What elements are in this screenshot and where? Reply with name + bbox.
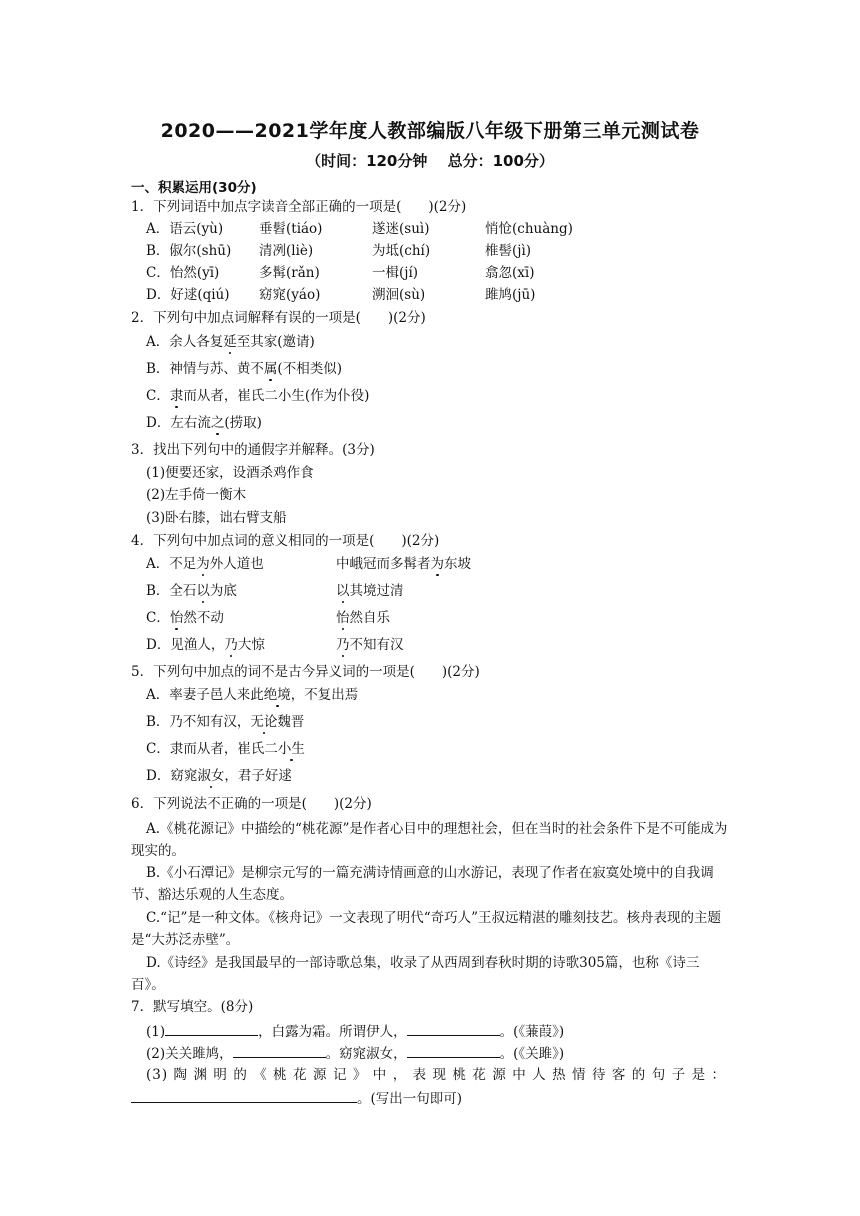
text: B．乃不知有汉， bbox=[146, 714, 251, 730]
question-3-item-1: (1)便要还家，设酒杀鸡作食 bbox=[146, 465, 314, 481]
option-word: 翕忽(xī) bbox=[485, 265, 535, 281]
question-6-option-d: D.《诗经》是我国最早的一部诗歌总集，收录了从西周到春秋时期的诗歌305篇，也称《诗三百》。 bbox=[131, 955, 700, 993]
question-2-stem: 2．下列句中加点词解释有误的一项是( )(2分) bbox=[131, 310, 426, 326]
text: (2)关关雎鸠， bbox=[146, 1046, 233, 1062]
question-1-stem: 1．下列词语中加点字读音全部正确的一项是( )(2分) bbox=[131, 199, 467, 215]
text: A．余人各复 bbox=[146, 334, 224, 350]
question-2-option-d bbox=[146, 414, 262, 432]
question-7-line-3-answer bbox=[131, 1088, 462, 1108]
question-2-option-a bbox=[146, 333, 315, 351]
text: 。窈窕淑女， bbox=[325, 1046, 407, 1062]
text: C．隶而从者，崔氏二 bbox=[146, 741, 278, 757]
text: ，白露为霜。所谓伊人， bbox=[258, 1024, 407, 1040]
dotted-word: 以 bbox=[336, 583, 350, 599]
question-5-option-c bbox=[146, 740, 305, 758]
text: (不相类似) bbox=[277, 361, 342, 377]
answer-blank[interactable] bbox=[165, 1021, 258, 1036]
text: B．全石 bbox=[146, 583, 197, 599]
text: 大惊 bbox=[237, 637, 265, 653]
dotted-word: 为 bbox=[196, 556, 210, 572]
text: ，不复出焉 bbox=[290, 687, 359, 703]
text: D．窈窕 bbox=[146, 768, 198, 784]
answer-blank[interactable] bbox=[233, 1043, 326, 1058]
option-word: 雎鸠(jū) bbox=[485, 287, 536, 303]
question-2-option-c bbox=[146, 387, 369, 405]
question-7-line-1 bbox=[146, 1021, 564, 1041]
dotted-word: 之 bbox=[210, 415, 225, 431]
option-word: C．怡然(yī) bbox=[146, 265, 220, 281]
question-1-option-d bbox=[146, 286, 535, 304]
option-word: A．语云(yù) bbox=[146, 221, 224, 237]
dotted-word: 为 bbox=[430, 556, 444, 572]
dotted-word: 无论 bbox=[250, 714, 278, 730]
dotted-word: 属 bbox=[263, 361, 278, 377]
dotted-word: 隶 bbox=[169, 388, 184, 404]
question-6-option-b: B.《小石潭记》是柳宗元写的一篇充满诗情画意的山水游记，表现了作者在寂寞处境中的自我调节、豁达乐观的人生态度。 bbox=[131, 865, 714, 903]
question-1-option-b bbox=[146, 242, 531, 260]
dotted-word: 以 bbox=[196, 583, 210, 599]
question-5-stem: 5．下列句中加点的词不是古今异义词的一项是( )(2分) bbox=[131, 664, 480, 680]
option-word: 悄怆(chuàng) bbox=[485, 221, 573, 237]
dotted-word: 延 bbox=[223, 334, 237, 350]
answer-blank[interactable] bbox=[131, 1088, 357, 1103]
question-4-stem: 4．下列句中加点词的意义相同的一项是( )(2分) bbox=[131, 533, 440, 549]
dotted-word: 怡 bbox=[169, 610, 184, 626]
page-title: 2020——2021学年度人教部编版八年级下册第三单元测试卷 bbox=[160, 120, 700, 142]
dotted-word: 绝境 bbox=[263, 687, 291, 703]
option-word: B．俶尔(shū) bbox=[146, 243, 232, 259]
text: 然自乐 bbox=[349, 610, 390, 626]
question-6-stem: 6．下列说法不正确的一项是( )(2分) bbox=[131, 796, 372, 812]
question-5-option-b bbox=[146, 713, 304, 731]
option-word: D．好逑(qiú) bbox=[146, 287, 230, 303]
text: 不知有汉 bbox=[349, 637, 404, 653]
question-6-option-c: C.“记”是一种文体。《核舟记》一文表现了明代“奇巧人”王叔远精湛的雕刻技艺。核舟表现的主题是“大苏泛赤壁”。 bbox=[131, 910, 721, 948]
question-7-stem: 7．默写填空。(8分) bbox=[131, 999, 254, 1015]
option-word: 椎髻(jì) bbox=[485, 243, 532, 259]
answer-blank[interactable] bbox=[407, 1021, 500, 1036]
question-5-option-a bbox=[146, 686, 358, 704]
question-1-option-c bbox=[146, 264, 534, 282]
option-word: 为坻(chí) bbox=[372, 243, 431, 259]
dotted-word: 怡 bbox=[336, 610, 350, 626]
text: D．左右流 bbox=[146, 415, 211, 431]
text: 中峨冠而多髯者 bbox=[336, 556, 431, 572]
option-word: 垂髫(tiáo) bbox=[259, 221, 323, 237]
question-4-option-c bbox=[146, 609, 390, 627]
text: C． bbox=[146, 610, 170, 626]
question-1-option-a bbox=[146, 220, 573, 238]
text: 为底 bbox=[209, 583, 237, 599]
question-7-line-3: (3)陶渊明的《桃花源记》中，表现桃花源中人热情待客的句子是： bbox=[146, 1067, 726, 1083]
text: 而从者，崔氏二小生(作为仆役) bbox=[183, 388, 370, 404]
text: 其境过清 bbox=[349, 583, 404, 599]
question-2-option-b bbox=[146, 360, 342, 378]
question-3-stem: 3．找出下列句中的通假字并解释。(3分) bbox=[131, 442, 375, 458]
option-word: 溯洄(sù) bbox=[372, 287, 426, 303]
text: A．率妻子邑人来此 bbox=[146, 687, 264, 703]
text: (捞取) bbox=[224, 415, 262, 431]
question-4-option-a bbox=[146, 555, 471, 573]
question-4-option-b bbox=[146, 582, 404, 600]
text: 外人道也 bbox=[209, 556, 264, 572]
dotted-word: 淑女 bbox=[197, 768, 225, 784]
text: B．神情与苏、黄不 bbox=[146, 361, 264, 377]
option-word: 遂迷(suì) bbox=[372, 221, 430, 237]
exam-info: （时间：120分钟 总分：100分） bbox=[306, 152, 554, 170]
question-4-option-d bbox=[146, 636, 404, 654]
question-3-item-3: (3)卧右膝，诎右臂支船 bbox=[146, 510, 287, 526]
question-5-option-d bbox=[146, 767, 292, 785]
text: 。(写出一句即可) bbox=[357, 1091, 463, 1107]
option-word: 清冽(liè) bbox=[259, 243, 314, 259]
text: A．不足 bbox=[146, 556, 197, 572]
text: 至其家(邀请) bbox=[236, 334, 315, 350]
option-word: 一楫(jí) bbox=[372, 265, 419, 281]
text: 东坡 bbox=[444, 556, 471, 572]
question-6-option-a: A.《桃花源记》中描绘的“桃花源”是作者心目中的理想社会，但在当时的社会条件下是不可能成为现实的。 bbox=[131, 821, 728, 859]
text: 。(《蒹葭》) bbox=[499, 1024, 565, 1040]
section-heading: 一、积累运用(30分) bbox=[131, 180, 257, 196]
question-7-line-2 bbox=[146, 1043, 564, 1063]
dotted-word: 乃 bbox=[336, 637, 350, 653]
text: ，君子好逑 bbox=[224, 768, 292, 784]
answer-blank[interactable] bbox=[407, 1043, 500, 1058]
dotted-word: 小生 bbox=[277, 741, 305, 757]
text: 然不动 bbox=[183, 610, 224, 626]
option-word: 窈窕(yáo) bbox=[259, 287, 321, 303]
text: C． bbox=[146, 388, 170, 404]
dotted-word: 乃 bbox=[224, 637, 238, 653]
text: 。(《关雎》) bbox=[499, 1046, 565, 1062]
text: 魏晋 bbox=[277, 714, 305, 730]
question-3-item-2: (2)左手倚一衡木 bbox=[146, 487, 247, 503]
text: (1) bbox=[146, 1024, 166, 1040]
option-word: 多髯(rǎn) bbox=[259, 265, 320, 281]
text: D．见渔人， bbox=[146, 637, 225, 653]
